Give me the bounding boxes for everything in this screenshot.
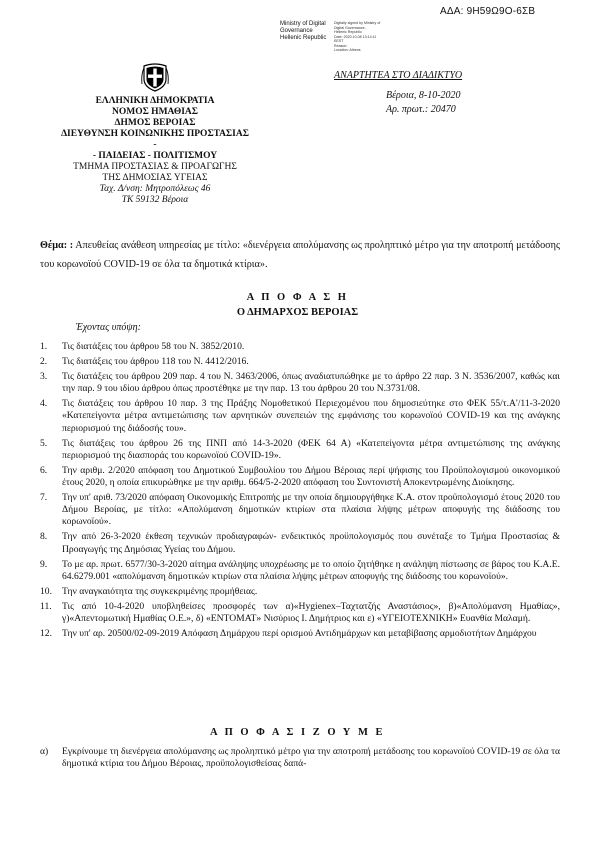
list-item-text: Την υπ' αριθ. 73/2020 απόφαση Οικονομικής Επιτροπής με την οποία δημιουργήθηκε Κ.Α. στον προϋπολογισμό έτους 2020 του Δήμου Βεροίας, με τίτλο: «Απολύμανση δημοτικών κτιρίων στα πλαίσια λήψης μέτρων αποφυγής της διάδοσης του κορωνοϊού». bbox=[62, 492, 560, 528]
list-item-number: 11. bbox=[40, 600, 52, 612]
issuer-address: Ταχ. Δ/νση: Μητροπόλεως 46 bbox=[99, 184, 211, 194]
signature-detail-line: Date: 2020.10.08 13:14:11 bbox=[334, 34, 377, 39]
considerations-list bbox=[40, 341, 560, 643]
signature-detail bbox=[334, 21, 396, 53]
greek-coat-of-arms-icon bbox=[141, 62, 169, 92]
list-item bbox=[40, 341, 560, 353]
list-item-number: 8. bbox=[40, 531, 48, 543]
issuer-postcode: ΤΚ 59132 Βέροια bbox=[121, 195, 189, 205]
list-item-text: Τις διατάξεις του άρθρου 58 του Ν. 3852/2010. bbox=[62, 341, 245, 352]
issuer-line: ΔΗΜΟΣ ΒΕΡΟΙΑΣ bbox=[114, 118, 196, 128]
list-item bbox=[40, 465, 560, 489]
list-item-text: Την αναγκαιότητα της συγκεκριμένης προμήθειας. bbox=[62, 585, 258, 597]
having-in-view: Έχοντας υπόψη: bbox=[76, 322, 141, 333]
subject bbox=[40, 236, 560, 274]
signature-detail-line: Hellenic Republic bbox=[334, 30, 362, 34]
list-item-number: 3. bbox=[40, 371, 48, 382]
list-item-text: Τις διατάξεις του άρθρου 118 του Ν. 4412/2016. bbox=[62, 356, 249, 367]
issuer-line: - ΠΑΙΔΕΙΑΣ - ΠΟΛΙΤΙΣΜΟΥ bbox=[92, 151, 218, 161]
list-item bbox=[40, 601, 560, 625]
issuer-line: ΤΜΗΜΑ ΠΡΟΣΤΑΣΙΑΣ & ΠΡΟΑΓΩΓΗΣ bbox=[73, 162, 237, 172]
list-item-number: 2. bbox=[40, 356, 48, 367]
protocol-number: Αρ. πρωτ.: 20470 bbox=[386, 104, 456, 115]
list-item-text: Το με αρ. πρωτ. 6577/30-3-2020 αίτημα ανάληψης υποχρέωσης με το οποίο ζητήθηκε η ανάληψη πίστωσης σε βάρος του Κ.Α.Ε. 64.6279.001 «απολύμανση δημοτικών κτιρίων στα πλαίσια λήψης μέτρων αποφυγής της διάδοσης του κορωνοϊού». bbox=[62, 558, 560, 582]
list-item bbox=[40, 356, 560, 368]
list-item-number: 4. bbox=[40, 398, 48, 410]
signature-detail-line: Reason: bbox=[334, 43, 348, 48]
signature-detail-line: Digital Governance, bbox=[334, 25, 366, 30]
decisions-list bbox=[40, 746, 560, 773]
signature-detail-line: EEST bbox=[334, 39, 344, 43]
list-item bbox=[40, 438, 560, 462]
list-item-number: 10. bbox=[40, 585, 52, 597]
signature-detail-line: Digitally signed by Ministry of bbox=[334, 21, 381, 25]
list-item-number: 5. bbox=[40, 437, 48, 449]
list-item-number: 12. bbox=[40, 628, 52, 640]
document-date: Βέροια, 8-10-2020 bbox=[386, 90, 461, 101]
list-item-number: 7. bbox=[40, 492, 48, 504]
we-decide-title: Α Π Ο Φ Α Σ Ι Ζ Ο Υ Μ Ε bbox=[209, 727, 386, 738]
issuer-line: ΕΛΛΗΝΙΚΗ ΔΗΜΟΚΡΑΤΙΑ bbox=[95, 96, 215, 106]
list-item bbox=[40, 398, 560, 435]
issuer-line: ΔΙΕΥΘΥΝΣΗ ΚΟΙΝΩΝΙΚΗΣ ΠΡΟΣΤΑΣΙΑΣ - bbox=[61, 129, 249, 150]
mayor-title: Ο ΔΗΜΑΡΧΟΣ ΒΕΡΟΙΑΣ bbox=[236, 307, 359, 318]
signature-detail-line: Location: Athens bbox=[334, 48, 361, 52]
ada-code: ΑΔΑ: 9Η59Ω9Ο-6ΣΒ bbox=[440, 6, 536, 17]
list-item-number: 9. bbox=[40, 558, 48, 570]
document-meta bbox=[334, 69, 462, 117]
list-item-number: α) bbox=[40, 746, 49, 757]
list-item-text: Την από 26-3-2020 έκθεση τεχνικών προδιαγραφών- ενδεικτικός προϋπολογισμός που συνέταξε το Τμήμα Προστασίας & Προαγωγής της Δημόσιας Υγείας του Δήμου. bbox=[62, 531, 560, 555]
signature-label-line: Hellenic Republic bbox=[280, 35, 327, 41]
issuer-header bbox=[60, 96, 250, 206]
list-item-text: Τις διατάξεις του άρθρου 10 παρ. 3 της Πράξης Νομοθετικού Περιεχομένου που δημοσιεύτηκε στο ΦΕΚ 55/τ.Α'/11-3-2020 «Κατεπείγοντα μέτρα αντιμετώπισης των αρνητικών συνεπειών της εμφάνισης του κορωνοϊού COVID-19 και της ανάγκης περιορισμού της διάδοσής του». bbox=[62, 398, 560, 434]
list-item-text: Εγκρίνουμε τη διενέργεια απολύμανσης ως προληπτικό μέτρο για την αποτροπή μετάδοσης του κορωνοϊού COVID-19 σε όλα τα δημοτικά κτίρια του Δήμου Βέροιας, προϋπολογισθείσας δαπά- bbox=[62, 746, 560, 770]
list-item-text: Τις από 10-4-2020 υποβληθείσες προσφορές των α)«Hygienex–Ταχτατζής Αναστάσιος», β)«Απολύμανση Ημαθίας», γ)«Απεντομωτική Ημαθίας Ο.Ε.», δ) «ΕΝΤΟΜΑΤ» Νισύριος Ι. Δημήτριος και ε) «ΥΓΕΙΟΤΕΧΝΙΚΗ» Ευανθία Μαλαμή. bbox=[62, 600, 560, 625]
signature-label-line: Ministry of Digital bbox=[280, 21, 326, 27]
list-item-text: Τις διατάξεις του άρθρου 26 της ΠΝΠ από 14-3-2020 (ΦΕΚ 64 Α) «Κατεπείγοντα μέτρα αντιμετώπισης της ανάγκης περιορισμού της διασποράς του κορωνοϊού COVID-19». bbox=[62, 437, 560, 461]
subject-label: Θέμα: : bbox=[40, 240, 74, 251]
list-item-text: Την αριθμ. 2/2020 απόφαση του Δημοτικού Συμβουλίου του Δήμου Βέροιας περί ψήφισης του Προϋπολογισμού οικονομικού έτους 2020, η οποία επικυρώθηκε με την αριθμ. 664/5-2-2020 απόφαση του Συντονιστή Αποκεντρωμένης Διοίκησης. bbox=[62, 464, 560, 489]
list-item-text: Τις διατάξεις του άρθρου 209 παρ. 4 του Ν. 3463/2006, όπως αναδιατυπώθηκε με το άρθρο 22 παρ. 3 Ν. 3536/2007, καθώς και την παρ. 9 του ιδίου άρθρου όπως προστέθηκε με την παρ. 13 του άρθρου 20 του Ν.3731/08. bbox=[62, 371, 560, 395]
list-item-text: Την υπ' αρ. 20500/02-09-2019 Απόφαση Δημάρχου περί ορισμού Αντιδημάρχων και μεταβίβασης αρμοδιοτήτων Δημάρχου bbox=[62, 628, 537, 640]
post-online-notice: ΑΝΑΡΤΗΤΕΑ ΣΤΟ ΔΙΑΔΙΚΤΥΟ bbox=[334, 70, 463, 81]
list-item bbox=[40, 628, 560, 640]
list-item bbox=[40, 746, 560, 770]
list-item bbox=[40, 559, 560, 583]
signature-label-line: Governance bbox=[280, 28, 313, 34]
list-item bbox=[40, 492, 560, 529]
list-item-number: 1. bbox=[40, 341, 48, 352]
decision-title: Α Π Ο Φ Α Σ Η bbox=[246, 292, 349, 303]
list-item bbox=[40, 586, 560, 598]
list-item bbox=[40, 531, 560, 555]
issuer-line: ΝΟΜΟΣ ΗΜΑΘΙΑΣ bbox=[111, 107, 198, 117]
list-item-number: 6. bbox=[40, 464, 48, 476]
subject-text: Απευθείας ανάθεση υπηρεσίας με τίτλο: «διενέργεια απολύμανσης ως προληπτικό μέτρο για την αποτροπή μετάδοσης του κορωνοϊού COVID-19 σε όλα τα δημοτικά κτίρια». bbox=[40, 240, 561, 270]
issuer-line: ΤΗΣ ΔΗΜΟΣΙΑΣ ΥΓΕΙΑΣ bbox=[102, 173, 208, 183]
list-item bbox=[40, 371, 560, 395]
